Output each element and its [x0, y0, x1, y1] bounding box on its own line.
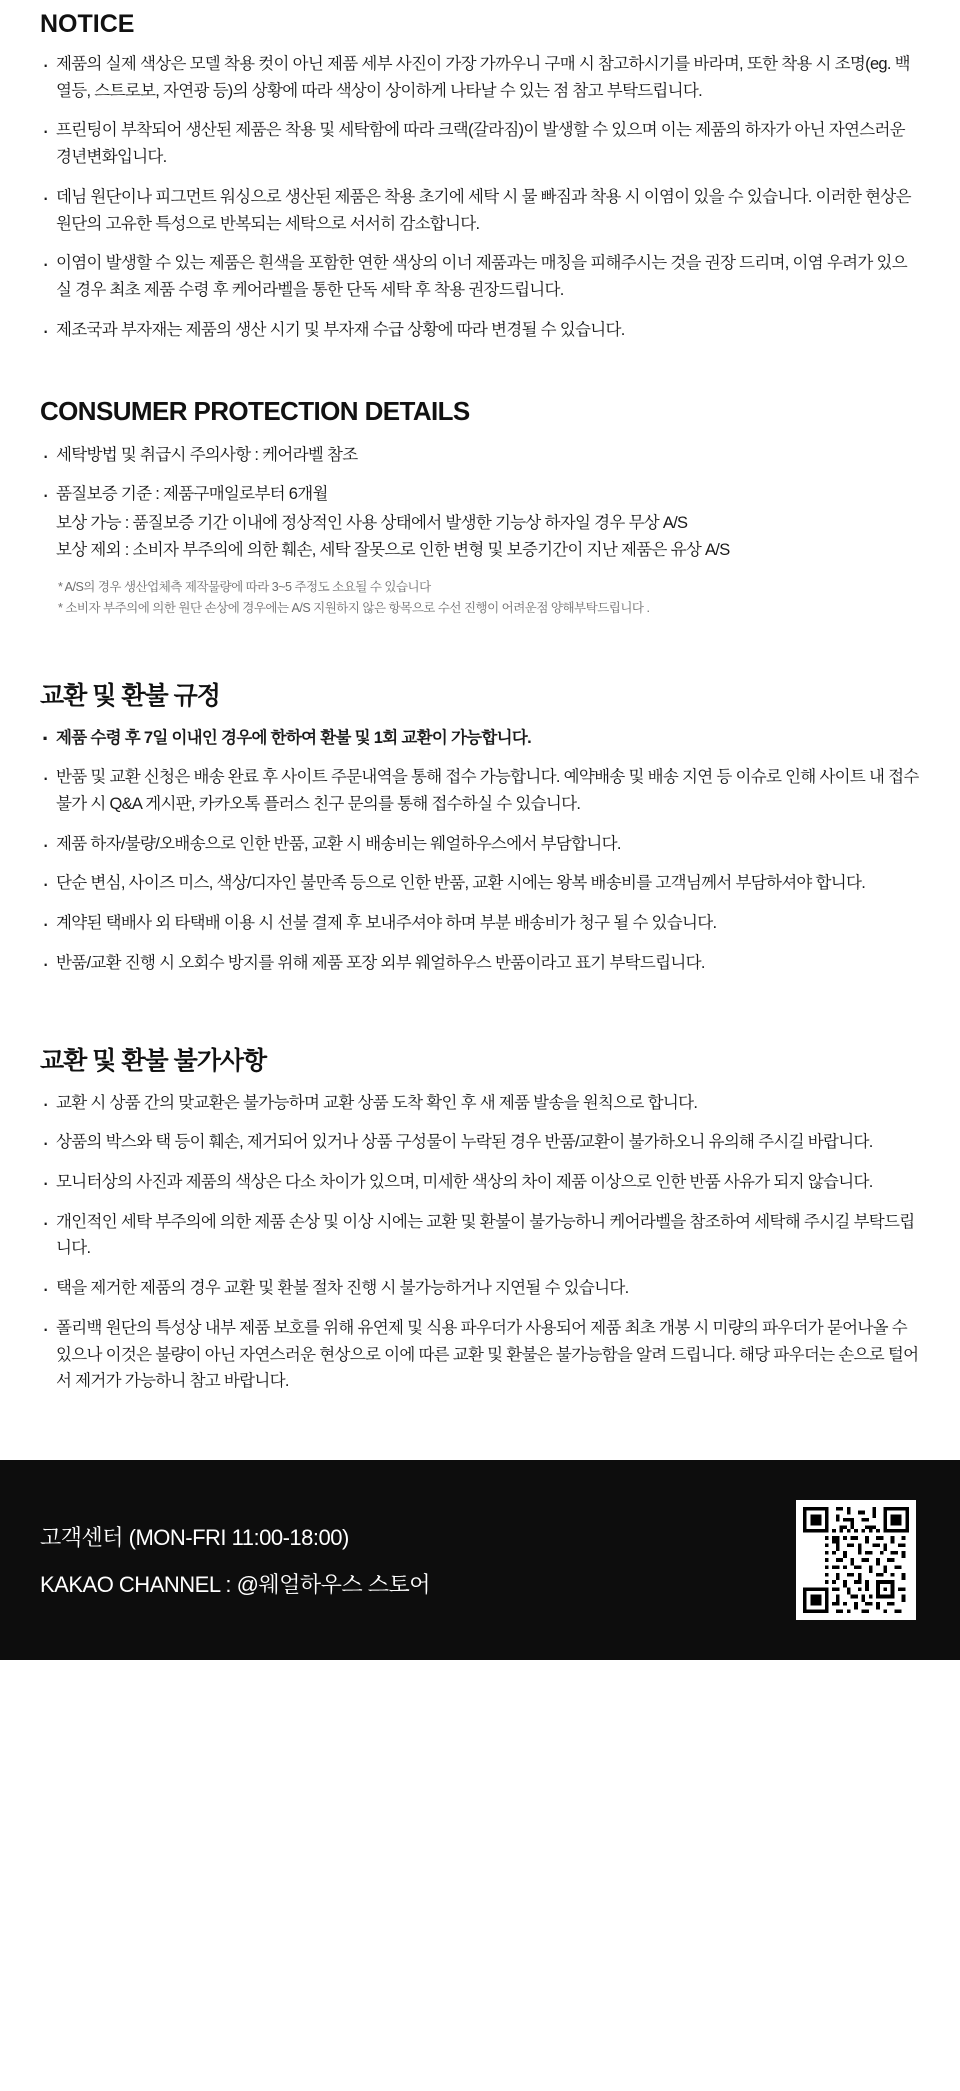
consumer-protection-list [40, 442, 920, 564]
list-item: · 제품의 실제 색상은 모델 착용 컷이 아닌 제품 세부 사진이 가장 가까우니 구매 시 참고하시기를 바라며, 또한 착용 시 조명(eg. 백열등, 스트로보, 자연광 등)의 상황에 따라 색상이 상이하게 나타날 수 있는 점 참고 부탁드립니다. [40, 51, 920, 104]
list-item: · 제조국과 부자재는 제품의 생산 시기 및 부자재 수급 상황에 따라 변경될 수 있습니다. [40, 317, 920, 344]
list-item: · 반품 및 교환 신청은 배송 완료 후 사이트 주문내역을 통해 접수 가능합니다. 예약배송 및 배송 지연 등 이슈로 인해 사이트 내 접수 불가 시 Q&A 게시판, 카카오톡 플러스 친구 문의를 통해 접수하실 수 있습니다. [40, 764, 920, 817]
list-item: · 상품의 박스와 택 등이 훼손, 제거되어 있거나 상품 구성물이 누락된 경우 반품/교환이 불가하오니 유의해 주시길 바랍니다. [40, 1129, 920, 1156]
list-item: · 택을 제거한 제품의 경우 교환 및 환불 절차 진행 시 불가능하거나 지연될 수 있습니다. [40, 1275, 920, 1302]
spacer [40, 990, 920, 1046]
notice-list [40, 51, 920, 343]
footer-contact-info [40, 1521, 430, 1599]
list-item: · 세탁방법 및 취급시 주의사항 : 케어라벨 참조 [40, 442, 920, 469]
notice-title: NOTICE [40, 10, 135, 38]
warranty-main: 품질보증 기준 : 제품구매일로부터 6개월 [56, 485, 328, 504]
qr-code-icon[interactable] [796, 1500, 916, 1620]
list-item: · 프린팅이 부착되어 생산된 제품은 착용 및 세탁함에 따라 크랙(갈라짐)이 발생할 수 있으며 이는 제품의 하자가 아닌 자연스러운 경년변화입니다. [40, 117, 920, 170]
exchange-refund-policy-list [40, 725, 920, 977]
exchange-refund-policy-title: 교환 및 환불 규정 [40, 681, 220, 710]
list-item: · 제품 하자/불량/오배송으로 인한 반품, 교환 시 배송비는 웨얼하우스에서 부담합니다. [40, 831, 920, 858]
list-item: · 제품 수령 후 7일 이내인 경우에 한하여 환불 및 1회 교환이 가능합니다. [40, 725, 920, 752]
footer-customer-center-line: 고객센터 (MON-FRI 11:00-18:00) [40, 1525, 349, 1551]
list-item: · 단순 변심, 사이즈 미스, 색상/디자인 불만족 등으로 인한 반품, 교환 시에는 왕복 배송비를 고객님께서 부담하셔야 합니다. [40, 870, 920, 897]
spacer [40, 1408, 920, 1460]
fineprint-line: * 소비자 부주의에 의한 원단 손상에 경우에는 A/S 지원하지 않은 항목으로 수선 진행이 어려운점 양해부탁드립니다 . [58, 600, 650, 615]
footer [0, 1460, 960, 1660]
list-item: · 반품/교환 진행 시 오회수 방지를 위해 제품 포장 외부 웨얼하우스 반품이라고 표기 부탁드립니다. [40, 950, 920, 977]
list-item: · 개인적인 세탁 부주의에 의한 제품 손상 및 이상 시에는 교환 및 환불이 불가능하니 케어라벨을 참조하여 세탁해 주시길 부탁드립니다. [40, 1209, 920, 1262]
fineprint-line: * A/S의 경우 생산업체측 제작물량에 따라 3~5 주정도 소요될 수 있습니다 [58, 579, 431, 594]
consumer-fineprint [42, 577, 920, 618]
exchange-refund-restrictions-section [40, 1046, 920, 1395]
exchange-refund-policy-section [40, 681, 920, 977]
list-item: · 폴리백 원단의 특성상 내부 제품 보호를 위해 유연제 및 식용 파우더가 사용되어 제품 최초 개봉 시 미량의 파우더가 묻어나올 수 있으나 이것은 불량이 아닌 자연스러운 현상으로 이에 따른 교환 및 환불은 불가능함을 알려 드립니다. 해당 파우더는 손으로 털어서 제거가 가능하니 참고 바랍니다. [40, 1315, 920, 1395]
list-item: · 이염이 발생할 수 있는 제품은 흰색을 포함한 연한 색상의 이너 제품과는 매칭을 피해주시는 것을 권장 드리며, 이염 우려가 있으실 경우 최초 제품 수령 후 케어라벨을 통한 단독 세탁 후 착용 권장드립니다. [40, 250, 920, 303]
footer-kakao-channel-line: KAKAO CHANNEL : @웨얼하우스 스토어 [40, 1572, 431, 1598]
consumer-protection-title: CONSUMER PROTECTION DETAILS [40, 396, 470, 427]
list-item: · 계약된 택배사 외 타택배 이용 시 선불 결제 후 보내주셔야 하며 부분 배송비가 청구 될 수 있습니다. [40, 910, 920, 937]
notice-section [40, 10, 920, 343]
consumer-protection-section [40, 396, 920, 617]
spacer [40, 619, 920, 681]
list-item: · 데님 원단이나 피그먼트 워싱으로 생산된 제품은 착용 초기에 세탁 시 물 빠짐과 착용 시 이염이 있을 수 있습니다. 이러한 현상은 원단의 고유한 특성으로 반복되는 세탁으로 서서히 감소합니다. [40, 184, 920, 237]
list-item [40, 481, 920, 563]
warranty-sub-line: 보상 제외 : 소비자 부주의에 의한 훼손, 세탁 잘못으로 인한 변형 및 보증기간이 지난 제품은 유상 A/S [56, 540, 730, 559]
list-item: · 모니터상의 사진과 제품의 색상은 다소 차이가 있으며, 미세한 색상의 차이 제품 이상으로 인한 반품 사유가 되지 않습니다. [40, 1169, 920, 1196]
list-item: · 교환 시 상품 간의 맞교환은 불가능하며 교환 상품 도착 확인 후 새 제품 발송을 원칙으로 합니다. [40, 1090, 920, 1117]
spacer [40, 356, 920, 396]
exchange-refund-restrictions-title: 교환 및 환불 불가사항 [40, 1046, 267, 1075]
exchange-refund-restrictions-list [40, 1090, 920, 1395]
warranty-sub-lines [56, 510, 920, 563]
warranty-sub-line: 보상 가능 : 품질보증 기간 이내에 정상적인 사용 상태에서 발생한 기능상 하자일 경우 무상 A/S [56, 514, 688, 533]
